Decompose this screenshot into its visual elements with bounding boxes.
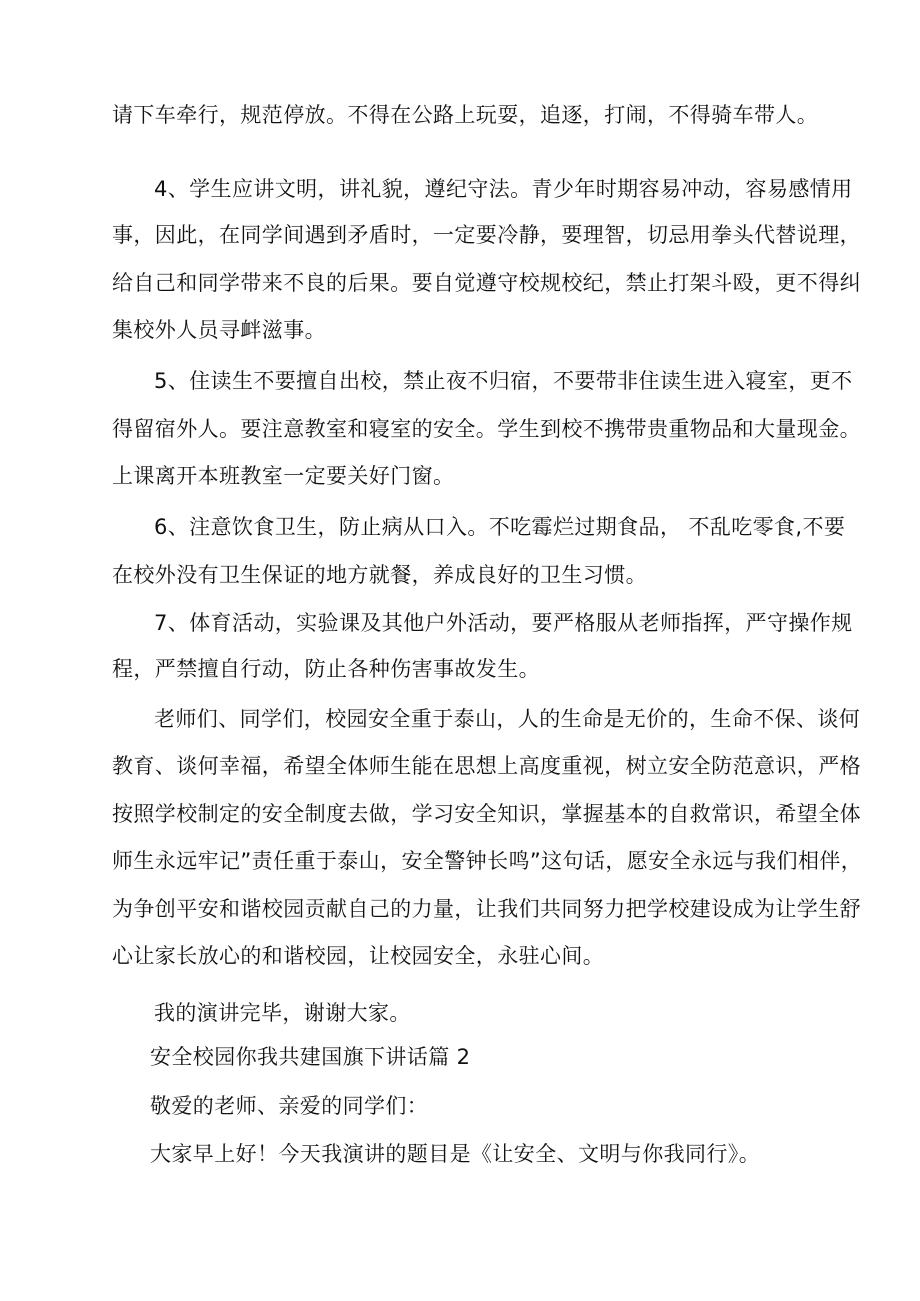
text-line: 5、住读生不要擅自出校，禁止夜不归宿，不要带非住读生进入寝室，更不: [154, 369, 853, 393]
text-line: 请下车牵行，规范停放。不得在公路上玩耍，追逐，打闹，不得骑车带人。: [112, 103, 819, 127]
text-line: 7、体育活动，实验课及其他户外活动，要严格服从老师指挥，严守操作规: [154, 611, 853, 635]
text-line: 程，严禁擅自行动，防止各种伤害事故发生。: [112, 657, 540, 681]
text-line: 上课离开本班教室一定要关好门窗。: [112, 464, 455, 488]
salutation: 敬爱的老师、亲爱的同学们：: [150, 1094, 429, 1118]
text-line: 4、学生应讲文明，讲礼貌，遵纪守法。青少年时期容易冲动，容易感情用: [154, 177, 853, 201]
text-line: 大家早上好！今天我演讲的题目是《让安全、文明与你我同行》。: [150, 1142, 761, 1166]
text-line: 老师们、同学们，校园安全重于泰山，人的生命是无价的，生命不保、谈何: [154, 707, 861, 731]
text-line: 事，因此，在同学间遇到矛盾时，一定要冷静，要理智，切忌用拳头代替说理，: [112, 223, 861, 247]
section-heading: 安全校园你我共建国旗下讲话篇 2: [150, 1045, 471, 1069]
text-line: 给自己和同学带来不良的后果。要自觉遵守校规校纪，禁止打架斗殴，更不得纠: [112, 271, 861, 295]
text-line: 为争创平安和谐校园贡献自己的力量，让我们共同努力把学校建设成为让学生舒: [112, 897, 861, 921]
text-line: 心让家长放心的和谐校园，让校园安全，永驻心间。: [112, 944, 605, 968]
text-line: 集校外人员寻衅滋事。: [112, 318, 326, 342]
text-line: 师生永远牢记”责任重于泰山，安全警钟长鸣”这句话，愿安全永远与我们相伴，: [112, 849, 863, 873]
text-line: 我的演讲完毕，谢谢大家。: [154, 1001, 411, 1025]
text-line: 在校外没有卫生保证的地方就餐，养成良好的卫生习惯。: [112, 563, 647, 587]
text-line: 6、注意饮食卫生，防止病从口入。不吃霉烂过期食品， 不乱吃零食,不要: [154, 515, 846, 539]
text-line: 得留宿外人。要注意教室和寝室的安全。学生到校不携带贵重物品和大量现金。: [112, 417, 861, 441]
text-line: 教育、谈何幸福，希望全体师生能在思想上高度重视，树立安全防范意识，严格: [112, 754, 861, 778]
text-line: 按照学校制定的安全制度去做，学习安全知识，掌握基本的自救常识，希望全体: [112, 802, 861, 826]
